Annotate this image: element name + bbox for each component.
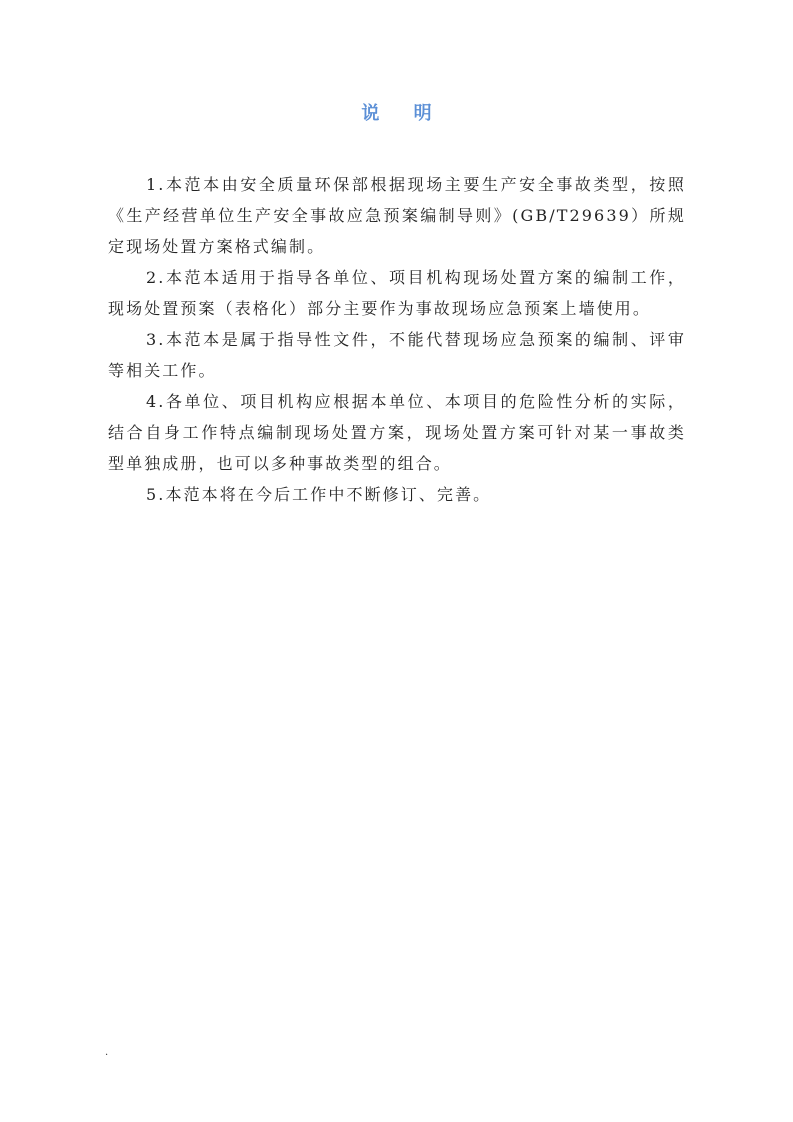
paragraph-3: 3.本范本是属于指导性文件，不能代替现场应急预案的编制、评审等相关工作。	[108, 330, 686, 380]
document-body	[108, 169, 686, 510]
paragraph-4: 4.各单位、项目机构应根据本单位、本项目的危险性分析的实际，结合自身工作特点编制现场处置方案，现场处置方案可针对某一事故类型单独成册，也可以多种事故类型的组合。	[108, 392, 686, 473]
paragraph-1: 1.本范本由安全质量环保部根据现场主要生产安全事故类型，按照《生产经营单位生产安全事故应急预案编制导则》(GB/T29639）所规定现场处置方案格式编制。	[108, 175, 686, 256]
paragraph-2: 2.本范本适用于指导各单位、项目机构现场处置方案的编制工作，现场处置预案（表格化）部分主要作为事故现场应急预案上墙使用。	[108, 268, 686, 318]
paragraph-5: 5.本范本将在今后工作中不断修订、完善。	[146, 485, 492, 504]
footer-mark: .	[105, 1047, 109, 1058]
page-title: 说 明	[361, 103, 446, 124]
